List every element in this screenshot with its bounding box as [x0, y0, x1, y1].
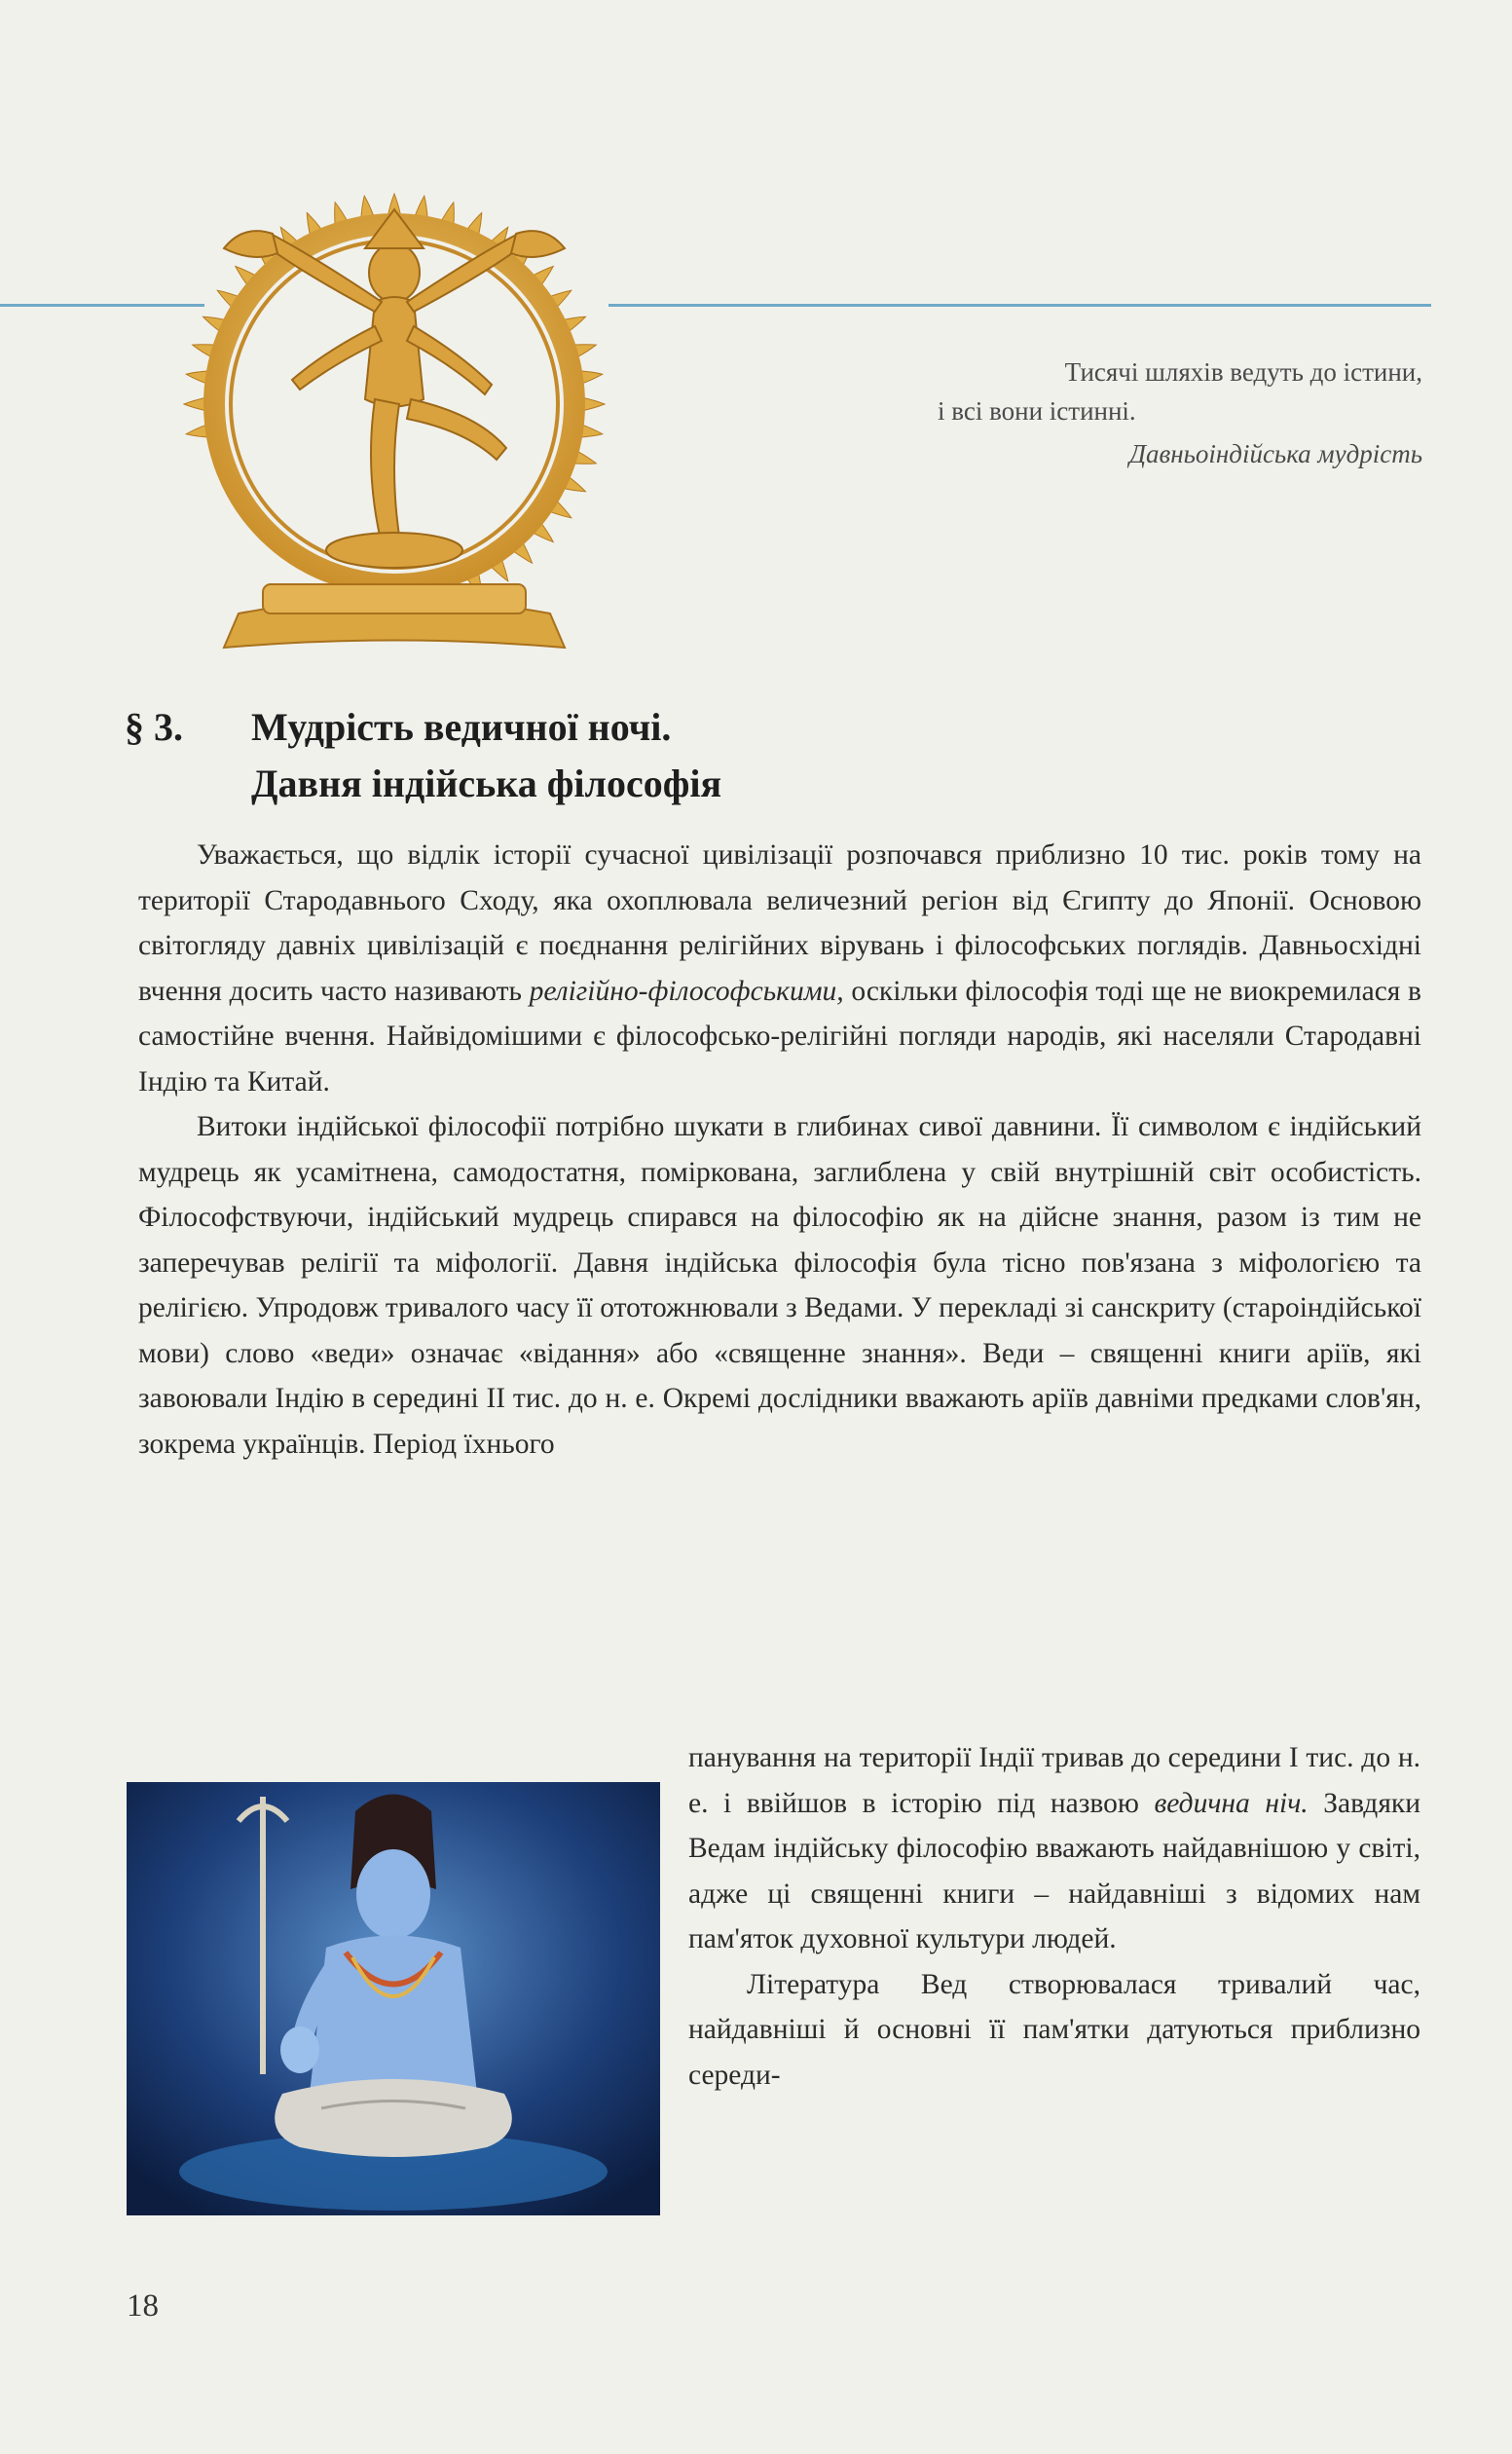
wrapped-text	[688, 1735, 1420, 2098]
paragraph-1	[138, 833, 1421, 1104]
section-title-line-1: Мудрість ведичної ночі.	[251, 705, 672, 749]
section-number: § 3.	[125, 705, 183, 749]
paragraph-1-part-1: Уважається, що відлік історії сучасної цивілізації розпочався приблизно 10 тис. років тому на території Стародавнього Сходу, яка охоплювала величезний регіон від Єгипту до Японії. Основою світогляду давніх цивілізацій є поєднання релігійних вірувань і філософських поглядів. Давньосхідні вчення досить часто називають	[138, 839, 1421, 1007]
paragraph-2: Витоки індійської філософії потрібно шукати в глибинах сивої давнини. Її символом є індійський мудрець як усамітнена, самодостатня, поміркована, заглиблена у свій внутрішній світ особистість. Філософствуючи, індійський мудрець спирався на філософію як на дійсне знання, разом із тим не заперечував релігії та міфології. Давня індійська філософія була тісно пов'язана з міфологією та релігією. Упродовж тривалого часу її ототожнювали з Ведами. У перекладі зі санскриту (староіндійської мови) слово «веди» означає «відання» або «священне знання». Веди – священні книги аріїв, які завоювали Індію в середині II тис. до н. е. Окремі дослідники вважають аріїв давніми предками слов'ян, зокрема українців. Період їхнього	[138, 1111, 1421, 1460]
epigraph-line-1: Тисячі шляхів ведуть до істини,	[1064, 357, 1422, 387]
epigraph-source: Давньоіндійська мудрість	[1128, 439, 1422, 468]
main-text	[138, 833, 1421, 1467]
section-title-line-2: Давня індійська філософія	[251, 762, 722, 805]
page-number: 18	[127, 2288, 159, 2324]
term-religious-philosophical: релігійно-філософськими,	[529, 975, 844, 1007]
section-heading	[125, 699, 1410, 812]
header-rule-right	[608, 304, 1431, 307]
paragraph-2-cont-part-1: панування на території Індії тривав до середини I тис. до н. е. і ввійшов в історію під назвою	[688, 1742, 1420, 1819]
paragraph-1-part-2: оскільки філософія тоді ще не виокремилася в самостійне вчення. Найвідомішими є філософсько-релігійні погляди народів, які населяли Стародавні Індію та Китай.	[138, 975, 1421, 1097]
paragraph-3: Література Вед створювалася тривалий час, найдавніші й основні її пам'ятки датуються приблизно середи-	[688, 1968, 1420, 2091]
term-vedic-night: ведична ніч.	[1154, 1787, 1309, 1819]
epigraph-line-2: і всі вони істинні.	[938, 396, 1136, 426]
shiva-illustration-image	[127, 1782, 660, 2215]
nataraja-emblem-image	[156, 156, 633, 662]
epigraph	[799, 353, 1422, 473]
paragraph-2-continued	[688, 1735, 1420, 1962]
paragraph-2-cont-part-2: Завдяки Ведам індійську філософію вважають найдавнішою у світі, адже ці священні книги – найдавніші з відомих нам пам'яток духовної культури людей.	[688, 1787, 1421, 1954]
